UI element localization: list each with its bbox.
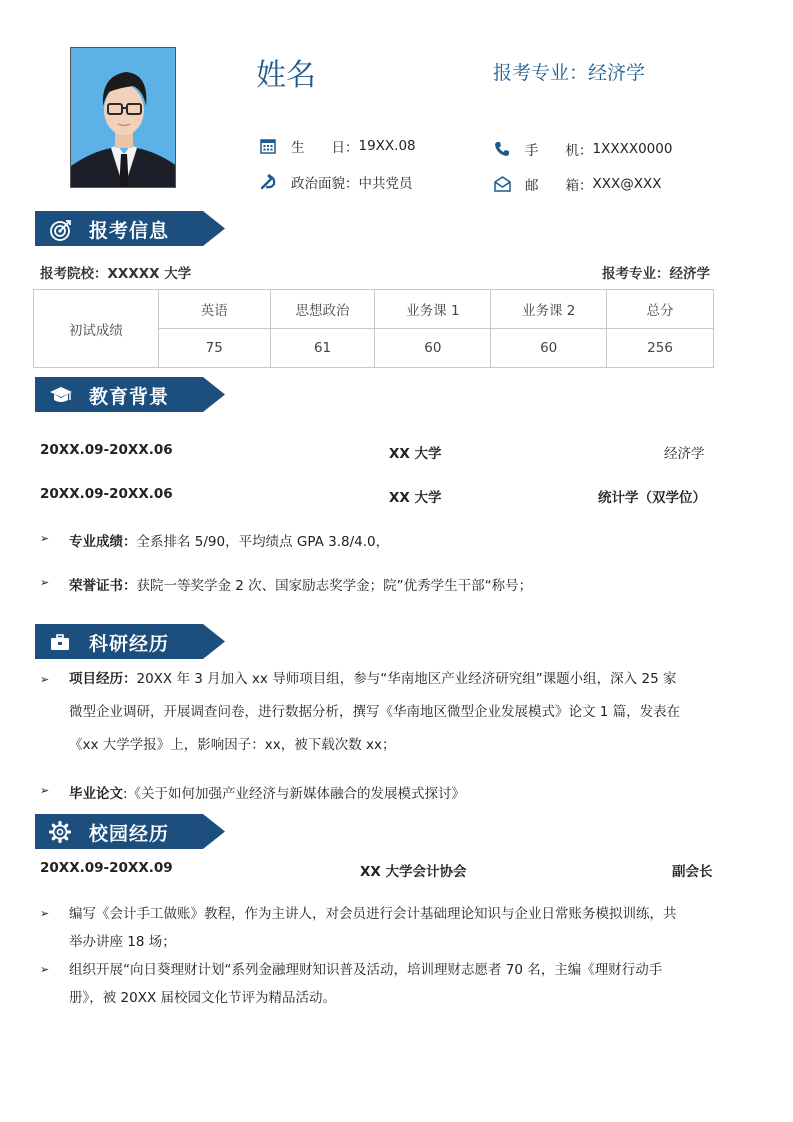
- section-title-campus: 校园经历: [89, 823, 170, 845]
- party-emblem-icon: [259, 173, 277, 191]
- briefcase-icon: [49, 631, 71, 653]
- list-item: [40, 900, 740, 956]
- project-text-line2: 微型企业调研，开展调查问卷，进行数据分析，撰写《华南地区微型企业发展模式》论文 1 篇，发表在: [69, 704, 681, 720]
- phone-row: [493, 139, 672, 159]
- email-label: 邮 箱：: [525, 178, 593, 194]
- section-header-research: [35, 624, 225, 659]
- edu-date-2: 20XX.09-20XX.06: [40, 486, 173, 502]
- campus-date: 20XX.09-20XX.09: [40, 860, 173, 876]
- section-title-education: 教育背景: [89, 386, 170, 408]
- politics-value: 中共党员: [358, 176, 413, 192]
- score-row-label: 初试成绩: [34, 290, 159, 368]
- politics-label: 政治面貌：: [291, 176, 359, 192]
- table-cell: 61: [270, 329, 375, 368]
- list-item: [40, 782, 465, 802]
- mail-icon: [493, 175, 511, 193]
- campus-org: XX 大学会计协会: [360, 864, 467, 880]
- arrow-bullet-icon: ➢: [40, 907, 50, 920]
- arrow-bullet-icon: ➢: [40, 784, 50, 797]
- calendar-icon: [259, 137, 277, 155]
- list-item: [40, 663, 740, 762]
- table-header-cell: 业务课 1: [375, 290, 491, 329]
- project-text-line3: 《xx 大学学报》上，影响因子：xx，被下载次数 xx；: [69, 737, 396, 753]
- apply-school: 报考院校：XXXXX 大学: [40, 266, 192, 282]
- thesis-label: 毕业论文: [69, 786, 123, 802]
- edu-date-1: 20XX.09-20XX.06: [40, 442, 173, 458]
- email-row: [493, 174, 662, 194]
- arrow-bullet-icon: ➢: [40, 576, 50, 589]
- list-item: [40, 574, 532, 594]
- project-text-line1: 20XX 年 3 月加入 xx 导师项目组，参与“华南地区产业经济研究组”课题小组，深入 25 家: [136, 671, 677, 687]
- edu-school-2: XX 大学: [389, 490, 442, 506]
- section-header-education: [35, 377, 225, 412]
- table-cell: 256: [607, 329, 714, 368]
- project-label: 项目经历：: [69, 671, 137, 687]
- list-item: [40, 956, 740, 1012]
- table-header-cell: 英语: [158, 290, 270, 329]
- honor-text: 获院一等奖学金 2 次、国家励志奖学金；院”优秀学生干部“称号；: [136, 578, 533, 594]
- table-header-cell: 业务课 2: [491, 290, 607, 329]
- birth-value: 19XX.08: [358, 138, 416, 154]
- email-value: XXX@XXX: [592, 176, 662, 192]
- phone-value: 1XXXX0000: [592, 141, 673, 157]
- edu-major-2: 统计学（双学位）: [598, 490, 706, 506]
- birth-row: [259, 136, 416, 156]
- table-row: [34, 290, 714, 329]
- birth-label: 生 日：: [291, 140, 359, 156]
- politics-row: [259, 172, 413, 192]
- campus-item2-line1: 组织开展“向日葵理财计划“系列金融理财知识普及活动，培训理财志愿者 70 名，主编《理财行动手: [69, 962, 663, 978]
- apply-major: 报考专业：经济学: [602, 266, 710, 282]
- edu-school-1: XX 大学: [389, 446, 442, 462]
- campus-item1-line2: 举办讲座 18 场；: [69, 934, 176, 950]
- table-cell: 75: [158, 329, 270, 368]
- grade-label: 专业成绩：: [69, 534, 137, 550]
- section-header-campus: [35, 814, 225, 849]
- phone-label: 手 机：: [525, 143, 593, 159]
- table-cell: 60: [491, 329, 607, 368]
- candidate-name: 姓名: [256, 58, 316, 93]
- table-header-cell: 思想政治: [270, 290, 375, 329]
- section-title-research: 科研经历: [89, 633, 170, 655]
- arrow-bullet-icon: ➢: [40, 963, 50, 976]
- profile-photo: [70, 47, 176, 188]
- section-header-apply: [35, 211, 225, 246]
- grade-text: 全系排名 5/90，平均绩点 GPA 3.8/4.0，: [136, 534, 390, 550]
- edu-major-1: 经济学: [664, 446, 705, 462]
- arrow-bullet-icon: ➢: [40, 673, 50, 686]
- phone-icon: [493, 140, 511, 158]
- table-cell: 60: [375, 329, 491, 368]
- score-table: [33, 289, 714, 368]
- arrow-bullet-icon: ➢: [40, 532, 50, 545]
- list-item: [40, 530, 389, 550]
- honor-label: 荣誉证书：: [69, 578, 137, 594]
- campus-item1-line1: 编写《会计手工做账》教程，作为主讲人，对会员进行会计基础理论知识与企业日常账务模拟训练，共: [69, 906, 677, 922]
- table-header-cell: 总分: [607, 290, 714, 329]
- thesis-text: :《关于如何加强产业经济与新媒体融合的发展模式探讨》: [123, 786, 466, 802]
- section-title-apply: 报考信息: [89, 220, 170, 242]
- graduation-cap-icon: [49, 384, 71, 406]
- gear-icon: [49, 821, 71, 843]
- target-icon: [49, 218, 71, 240]
- campus-role: 副会长: [672, 864, 713, 880]
- target-major: 报考专业：经济学: [493, 62, 646, 84]
- campus-item2-line2: 册》，被 20XX 届校园文化节评为精品活动。: [69, 990, 337, 1006]
